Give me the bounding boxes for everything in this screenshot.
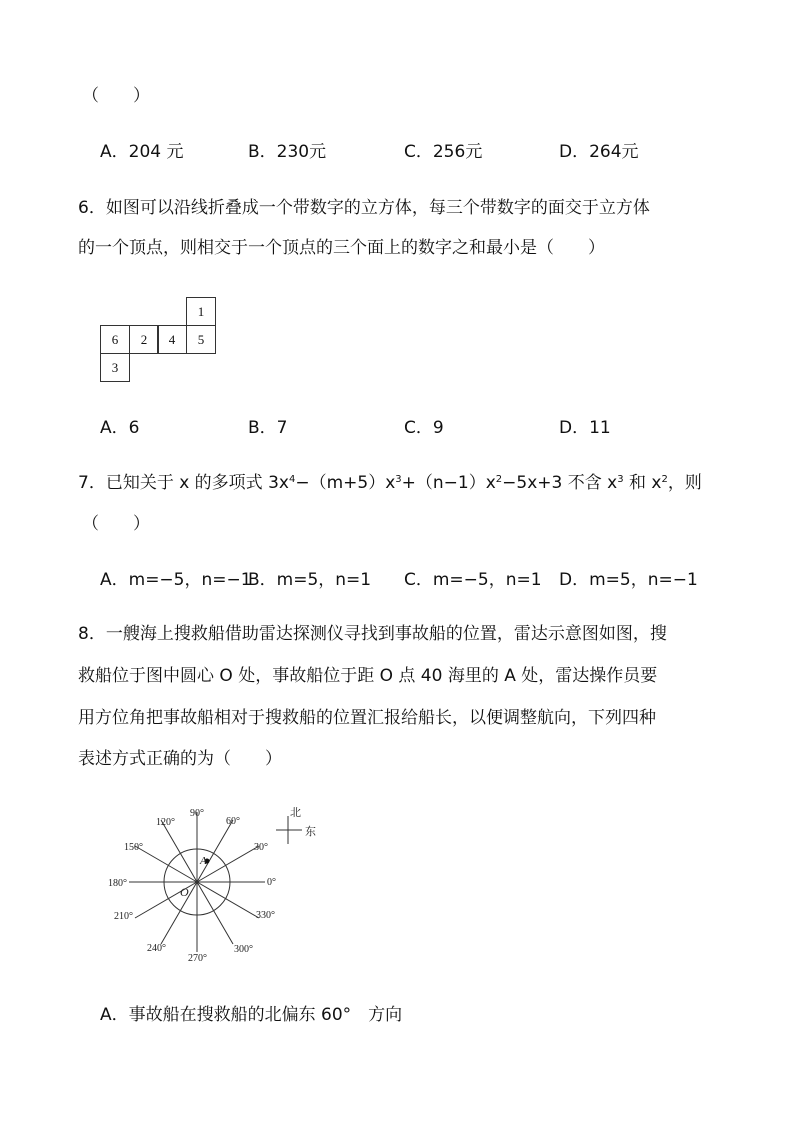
angle-label-90: 90° xyxy=(190,808,204,819)
east-label: 东 xyxy=(305,825,316,838)
net-cell-bottom: 3 xyxy=(100,353,130,382)
net-cell-4: 5 xyxy=(186,325,216,354)
angle-label-300: 300° xyxy=(234,944,253,955)
angle-label-270: 270° xyxy=(188,953,207,964)
q8-stem-line1: 8．一艘海上搜救船借助雷达探测仪寻找到事故船的位置，雷达示意图如图，搜 xyxy=(78,624,667,644)
q7-option-c[interactable]: C．m=−5，n=1 xyxy=(404,570,542,590)
angle-label-150: 150° xyxy=(124,842,143,853)
q6-option-a[interactable]: A．6 xyxy=(100,418,140,438)
angle-label-210: 210° xyxy=(114,911,133,922)
angle-label-120: 120° xyxy=(156,817,175,828)
q7-option-b[interactable]: B．m=5，n=1 xyxy=(248,570,372,590)
angle-label-30: 30° xyxy=(254,842,268,853)
north-label: 北 xyxy=(290,806,301,819)
q6-stem-line2: 的一个顶点，则相交于一个顶点的三个面上的数字之和最小是（ ） xyxy=(78,238,605,258)
q8-stem-line4: 表述方式正确的为（ ） xyxy=(78,749,282,769)
angle-label-180: 180° xyxy=(108,878,127,889)
angle-label-330: 330° xyxy=(256,910,275,921)
q8-stem-line3: 用方位角把事故船相对于搜救船的位置汇报给船长，以便调整航向，下列四种 xyxy=(78,708,656,728)
q6-option-b[interactable]: B．7 xyxy=(248,418,288,438)
q5-paren: （ ） xyxy=(82,86,150,106)
q5-option-d[interactable]: D．264元 xyxy=(559,142,639,162)
q5-option-c[interactable]: C．256元 xyxy=(404,142,483,162)
q6-option-c[interactable]: C．9 xyxy=(404,418,444,438)
q7-option-d[interactable]: D．m=5，n=−1 xyxy=(559,570,698,590)
angle-label-240: 240° xyxy=(147,943,166,954)
q8-option-a[interactable]: A．事故船在搜救船的北偏东 60° 方向 xyxy=(100,1005,403,1025)
net-cell-1: 6 xyxy=(100,325,130,354)
q7-stem-line1: 7．已知关于 x 的多项式 $3x^4-(m+5)x^3+(n-1)x^2-5x+3$ 不含 $x^3$ 和 $x^2$，则 xyxy=(78,473,702,493)
q5-option-a[interactable]: A．204 元 xyxy=(100,142,184,162)
angle-label-0: 0° xyxy=(267,877,276,888)
net-cell-3: 4 xyxy=(157,325,187,354)
q7-paren: （ ） xyxy=(82,514,150,534)
net-cell-top: 1 xyxy=(186,297,216,326)
point-label-a: A xyxy=(200,855,207,867)
radar-diagram xyxy=(100,800,340,970)
angle-label-60: 60° xyxy=(226,816,240,827)
q5-option-b[interactable]: B．230元 xyxy=(248,142,327,162)
center-label-o: O xyxy=(180,885,189,899)
q7-option-a[interactable]: A．m=−5，n=−1 xyxy=(100,570,252,590)
q6-option-d[interactable]: D．11 xyxy=(559,418,611,438)
net-cell-2: 2 xyxy=(129,325,159,354)
q6-stem-line1: 6．如图可以沿线折叠成一个带数字的立方体，每三个带数字的面交于立方体 xyxy=(78,198,650,218)
q8-stem-line2: 救船位于图中圆心 O 处，事故船位于距 O 点 40 海里的 A 处，雷达操作员要 xyxy=(78,666,658,686)
